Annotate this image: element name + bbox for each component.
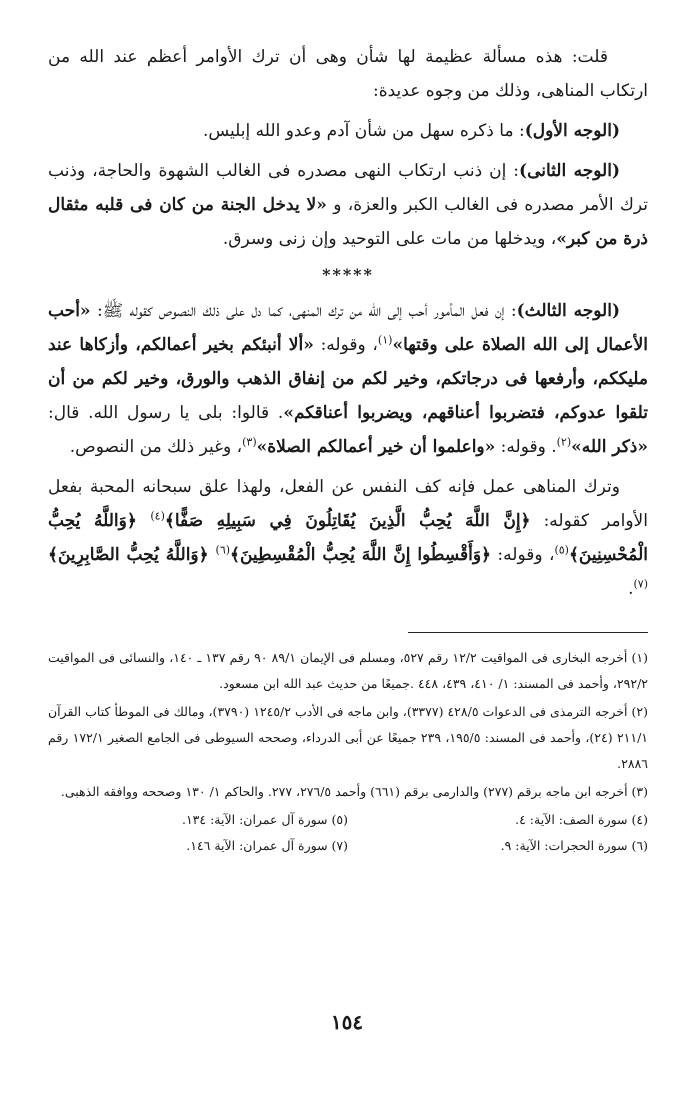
second-aspect-text-a: : إن ذنب ارتكاب النهى مصدره فى الغالب الشهوة والحاجة، وذنب ترك الأمر مصدره فى الغالب الكبر والعزة، و bbox=[48, 161, 648, 215]
first-aspect-text: : ما ذكره سهل من شأن آدم وعدو الله إبليس. bbox=[202, 121, 525, 141]
footnote-7: (٧) سورة آل عمران: الآية ١٤٦. bbox=[186, 838, 348, 853]
footnote-3: (٣) أخرجه ابن ماجه برقم (٢٧٧) والدارمى برقم (٦٦١) وأحمد ٢٧٦/٥، ٢٧٧. والحاكم ١/ ١٣٠ وصححه ووافقه الذهبى. bbox=[60, 784, 648, 799]
footnote-divider bbox=[408, 632, 648, 633]
footnote-row-6-7 bbox=[48, 833, 648, 859]
paragraph-intro bbox=[48, 40, 648, 108]
first-aspect-label: (الوجه الأول) bbox=[524, 121, 620, 141]
paragraph-first-aspect bbox=[48, 114, 648, 148]
hadith-remembrance: «ذكر الله» bbox=[571, 437, 648, 457]
footnote-ref-6: (٦) bbox=[215, 543, 231, 557]
footnote-2: (٢) أخرجه الترمذى فى الدعوات ٤٢٨/٥ (٣٣٧٧)، وابن ماجه فى الأدب ١٢٤٥/٢ (٣٧٩٠)، ومالك فى الموطأ كتاب القرآن ٢١١/١ (٢٤)، وأحمد فى المسند: ١٩٥/٥، ٢٣٩ جميعًا عن أبى الدرداء، وصححه السيوطى فى الجامع الصغير ١٧٢/١ رقم ٢٨٨٦. bbox=[48, 704, 649, 771]
page-body bbox=[48, 40, 648, 859]
second-aspect-text-b: ، ويدخلها من مات على التوحيد وإن زنى وسرق. bbox=[222, 229, 557, 249]
footnote-row-4-5 bbox=[48, 807, 648, 833]
footnote-ref-2: (٢) bbox=[556, 435, 572, 449]
prohibitions-text-c: . bbox=[628, 579, 634, 599]
footnotes bbox=[48, 645, 648, 859]
third-aspect-text-a: : إن فعل المأمور أحب إلى الله من ترك المنهى، كما دل على ذلك النصوص كقوله ﷺ: bbox=[90, 301, 517, 321]
verse-muhsinin: ﴿وَاللَّهُ يُحِبُّ الْمُحْسِنِينَ﴾ bbox=[48, 511, 649, 565]
footnote-ref-3: (٣) bbox=[242, 435, 257, 449]
footnote-ref-1: (١) bbox=[377, 333, 393, 347]
third-aspect-text-d: . وقوله: bbox=[495, 437, 557, 457]
paragraph-second-aspect bbox=[48, 154, 648, 256]
footnote-4: (٤) سورة الصف: الآية: ٤. bbox=[515, 812, 648, 827]
hadith-best-deeds: «أحب الأعمال إلى الله الصلاة على وقتها» bbox=[48, 301, 648, 355]
paragraph-prohibitions bbox=[48, 470, 648, 606]
second-aspect-hadith: «لا يدخل الجنة من كان فى قلبه مثقال ذرة من كبر» bbox=[48, 195, 648, 249]
footnote-6: (٦) سورة الحجرات: الآية: ٩. bbox=[500, 838, 648, 853]
hadith-prayer: «واعلموا أن خير أعمالكم الصلاة» bbox=[256, 437, 496, 457]
prohibitions-text-a: وترك المناهى عمل فإنه كف النفس عن الفعل، ولهذا علق سبحانه المحبة بفعل الأوامر كقوله: bbox=[48, 477, 648, 531]
third-aspect-text-c: . قالوا: بلى يا رسول الله. قال: bbox=[48, 403, 284, 423]
footnote-ref-5: (٥) bbox=[554, 543, 569, 557]
third-aspect-label: (الوجه الثالث) bbox=[516, 301, 620, 321]
verse-muqsitin: ﴿وَأَقْسِطُوا إِنَّ اللَّهَ يُحِبُّ الْمُقْسِطِينَ﴾ bbox=[230, 545, 492, 565]
page-number: ١٥٤ bbox=[330, 1010, 364, 1034]
footnote-1: (١) أخرجه البخارى فى المواقيت ١٢/٢ رقم ٥٢٧، ومسلم فى الإيمان ٨٩/١ ٩٠ رقم ١٣٧ ـ ١٤٠، والنسائى فى المواقيت ٢٩٢/٢، وأحمد فى المسند: ١/ ٤١٠، ٤٣٩، ٤٤٨ .جميعًا من حديث عبد الله ابن مسعود. bbox=[48, 650, 648, 691]
footnote-ref-4: (٤) bbox=[150, 509, 165, 523]
paragraph-third-aspect bbox=[48, 294, 648, 464]
second-aspect-label: (الوجه الثانى) bbox=[519, 161, 620, 181]
section-separator: ***** bbox=[322, 265, 374, 284]
prohibitions-text-b: ، وقوله: bbox=[491, 545, 555, 565]
third-aspect-text-b: ، وقوله: bbox=[313, 335, 378, 355]
verse-saff: ﴿إِنَّ اللَّهَ يُحِبُّ الَّذِينَ يُقَاتِلُونَ فِي سَبِيلِهِ صَفًّا﴾ bbox=[164, 511, 531, 531]
verse-sabirin: ﴿وَاللَّهُ يُحِبُّ الصَّابِرِينَ﴾ bbox=[48, 545, 216, 565]
footnote-ref-7: (٧) bbox=[633, 577, 648, 591]
paragraph-intro-text: قلت: هذه مسألة عظيمة لها شأن وهى أن ترك الأوامر أعظم عند الله من ارتكاب المناهى، وذلك من وجوه عديدة: bbox=[48, 47, 648, 101]
hadith-best-of-deeds: «ألا أنبئكم بخير أعمالكم، وأزكاها عند مليككم، وأرفعها فى درجاتكم، وخير لكم من إنفاق الذهب والورق، وخير لكم من أن تلقوا عدوكم، فتضربوا أعناقهم، ويضربوا أعناقكم» bbox=[48, 335, 648, 423]
footnote-5: (٥) سورة آل عمران: الآية: ١٣٤. bbox=[181, 812, 348, 827]
third-aspect-text-e: ، وغير ذلك من النصوص. bbox=[69, 437, 243, 457]
